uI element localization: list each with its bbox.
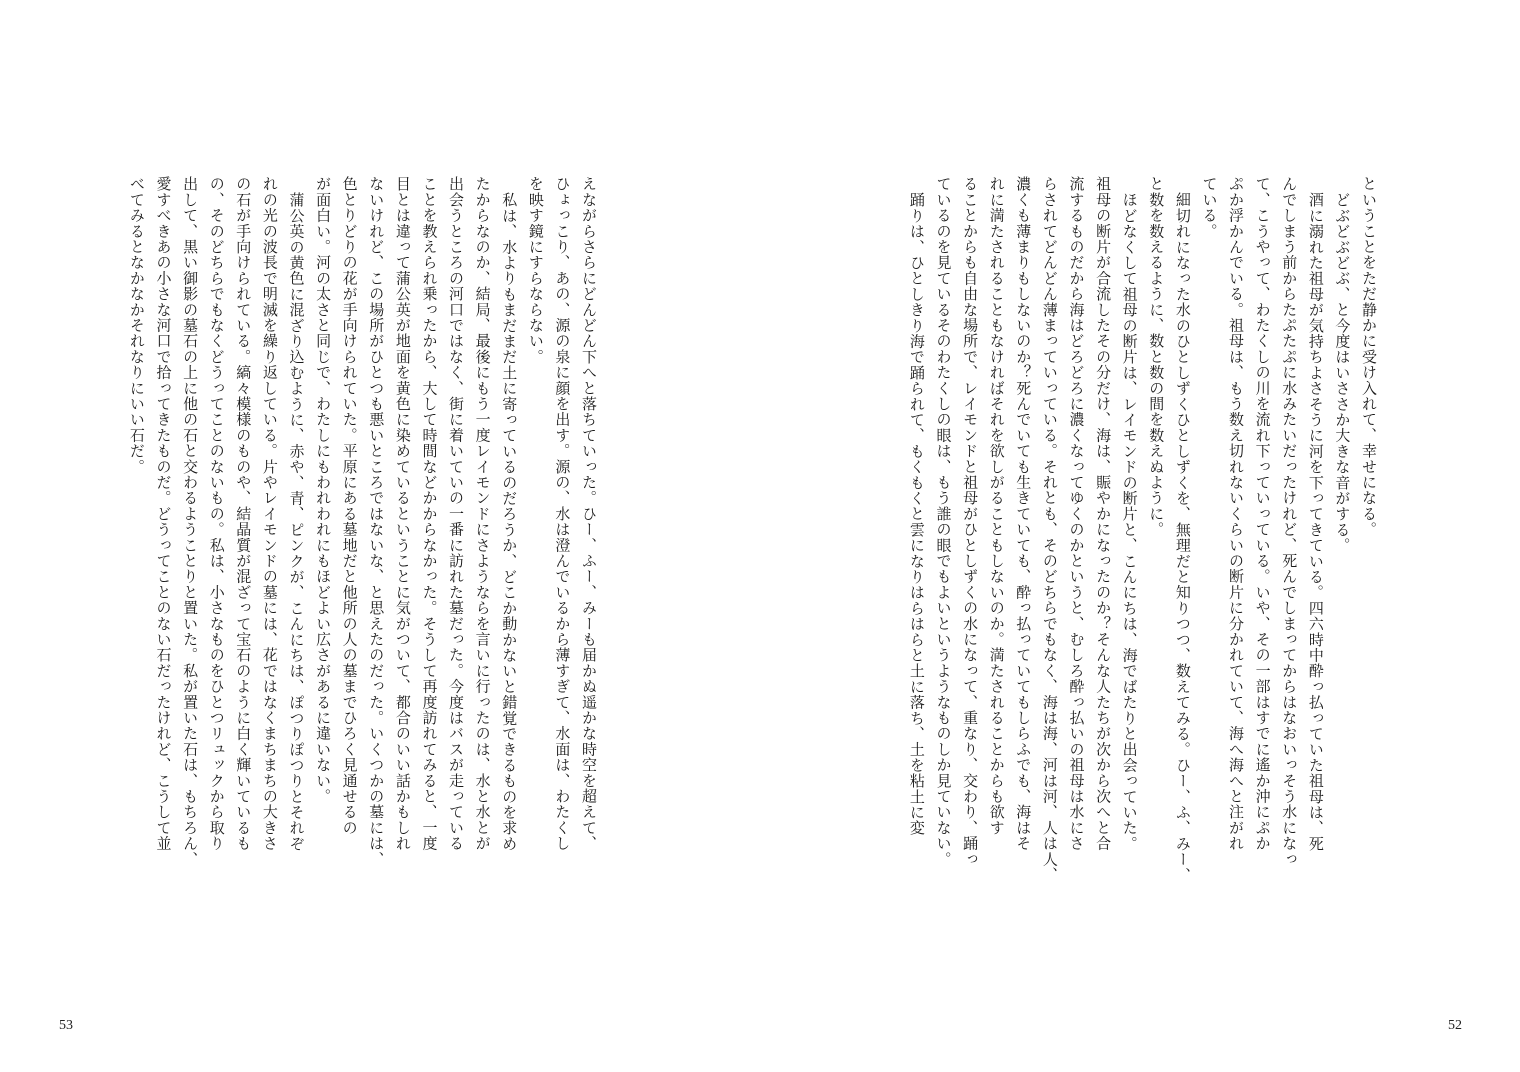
text-column: と数を数えるように、数と数の間を数えぬように。 [1147,176,1166,538]
text-column: 目とは違って蒲公英が地面を黄色に染めているということに気がついて、都合のいい話かもしれ [393,176,412,852]
text-column: ることからも自由な場所で、レイモンドと祖母がひとしずくの水になって、重なり、交わり、踊っ [961,176,980,867]
text-column: ているのを見ているそのわたくしの眼は、もう誰の眼でもよいというようなものしか見ていない。 [934,176,953,867]
text-column: ひょっこり、あの、源の泉に顔を出す。源の、水は澄んでいるから薄すぎて、水面は、わたくし [553,176,572,852]
text-column-paragraph-start: 酒に溺れた祖母が気持ちよさそうに河を下ってきている。四六時中酔っ払っていた祖母は、死 [1306,191,1325,852]
page-number: 53 [59,1018,73,1033]
text-column: らされてどんどん薄まっていっている。それとも、そのどちらでもなく、海は海、河は河、人は人、 [1040,176,1059,883]
text-column-paragraph-start: 私は、水よりもまだまだ土に寄っているのだろうか、どこか動かないと錯覚できるものを求め [500,191,519,852]
text-column: 愛すべきあの小さな河口で拾ってきたものだ。どうってことのない石だったけれど、こうして並 [154,176,173,852]
text-column: ている。 [1200,176,1219,239]
text-column: を映す鏡にすらならない。 [526,176,545,365]
text-column: んでしまう前からたぷたぷに水みたいだったけれど、死んでしまってからはなおいっそう水になっ [1280,176,1299,867]
text-column-paragraph-start: 踊りは、ひとしきり海で踊られて、もくもくと雲になりはらはらと土に落ち、土を粘土に変 [907,191,926,836]
text-column: れに満たされることもなければそれを欲しがることもしないのか。満たされることからも欲す [987,176,1006,836]
text-column: の石が手向けられている。縞々模様のものや、結晶質が混ざって宝石のように白く輝いているも [234,176,253,852]
text-column-paragraph-start: ほどなくして祖母の断片は、レイモンドの断片と、こんにちは、海でばたりと出会っていた。 [1120,191,1139,852]
left-page-text [123,176,602,867]
text-column: 濃くも薄まりもしないのか？死んでいても生きていても、酔っ払っていてもしらふでも、海はそ [1014,176,1033,852]
text-column-paragraph-start: どぶどぶどぶ、と今度はいささか大きな音がする。 [1333,191,1352,553]
text-column: ということをただ静かに受け入れて、幸せになる。 [1360,176,1378,538]
text-column: ことを教えられ乗ったから、大して時間などかからなかった。そうして再度訪れてみると、一度 [420,176,439,852]
text-column: えながらさらにどんどん下へと落ちていった。ひー、ふー、みーも届かぬ遥かな時空を超えて、 [580,176,598,852]
text-column: 出会うところの河口ではなく、街に着いていの一番に訪れた墓だった。今度はバスが走っている [447,176,466,852]
text-column: 流するものだから海はどろどろに濃くなってゆくのかというと、むしろ酔っ払いの祖母は水にさ [1067,176,1086,852]
right-page-text [903,176,1382,883]
page-number: 52 [1448,1018,1462,1033]
text-column: が面白い。河の太さと同じで、わたしにもわれわれにもほどよい広さがあるに違いない。 [314,176,333,804]
text-column-paragraph-start: 蒲公英の黄色に混ざり込むように、赤や、青、ピンクが、こんにちは、ぽつりぽつりとそれぞ [287,191,306,852]
text-column: 色とりどりの花が手向けられていた。平原にある墓地だと他所の人の墓までひろく見通せるの [340,176,359,836]
text-column: て、こうやって、わたくしの川を流れ下っていっている。いや、その一部はすでに遙か沖にぷか [1253,176,1272,852]
text-column-paragraph-start: 細切れになった水のひとしずくひとしずくを、無理だと知りつつ、数えてみる。ひー、ふ、みー、 [1173,191,1192,883]
text-column: の、そのどちらでもなくどうってことのないもの。私は、小さなものをひとつリュックから取り [207,176,226,852]
text-column: たからなのか、結局、最後にもう一度レイモンドにさようならを言いに行ったのは、水と水とが [473,176,492,852]
text-column: 祖母の断片が合流したその分だけ、海は、賑やかになったのか？そんな人たちが次から次へと合 [1094,176,1113,852]
text-column: ぷか浮かんでいる。祖母は、もう数え切れないくらいの断片に分かれていて、海へ海へと注がれ [1227,176,1246,852]
text-column: ないけれど、この場所がひとつも悪いところではないな、と思えたのだった。いくつかの墓には、 [367,176,386,867]
text-column: れの光の波長で明滅を繰り返している。片やレイモンドの墓には、花ではなくまちまちの大きさ [260,176,279,852]
right-page [760,0,1520,1072]
text-column: べてみるとなかなかそれなりにいい石だ。 [127,176,146,475]
text-column: 出して、黒い御影の墓石の上に他の石と交わるようことりと置いた。私が置いた石は、もちろん、 [181,176,200,867]
